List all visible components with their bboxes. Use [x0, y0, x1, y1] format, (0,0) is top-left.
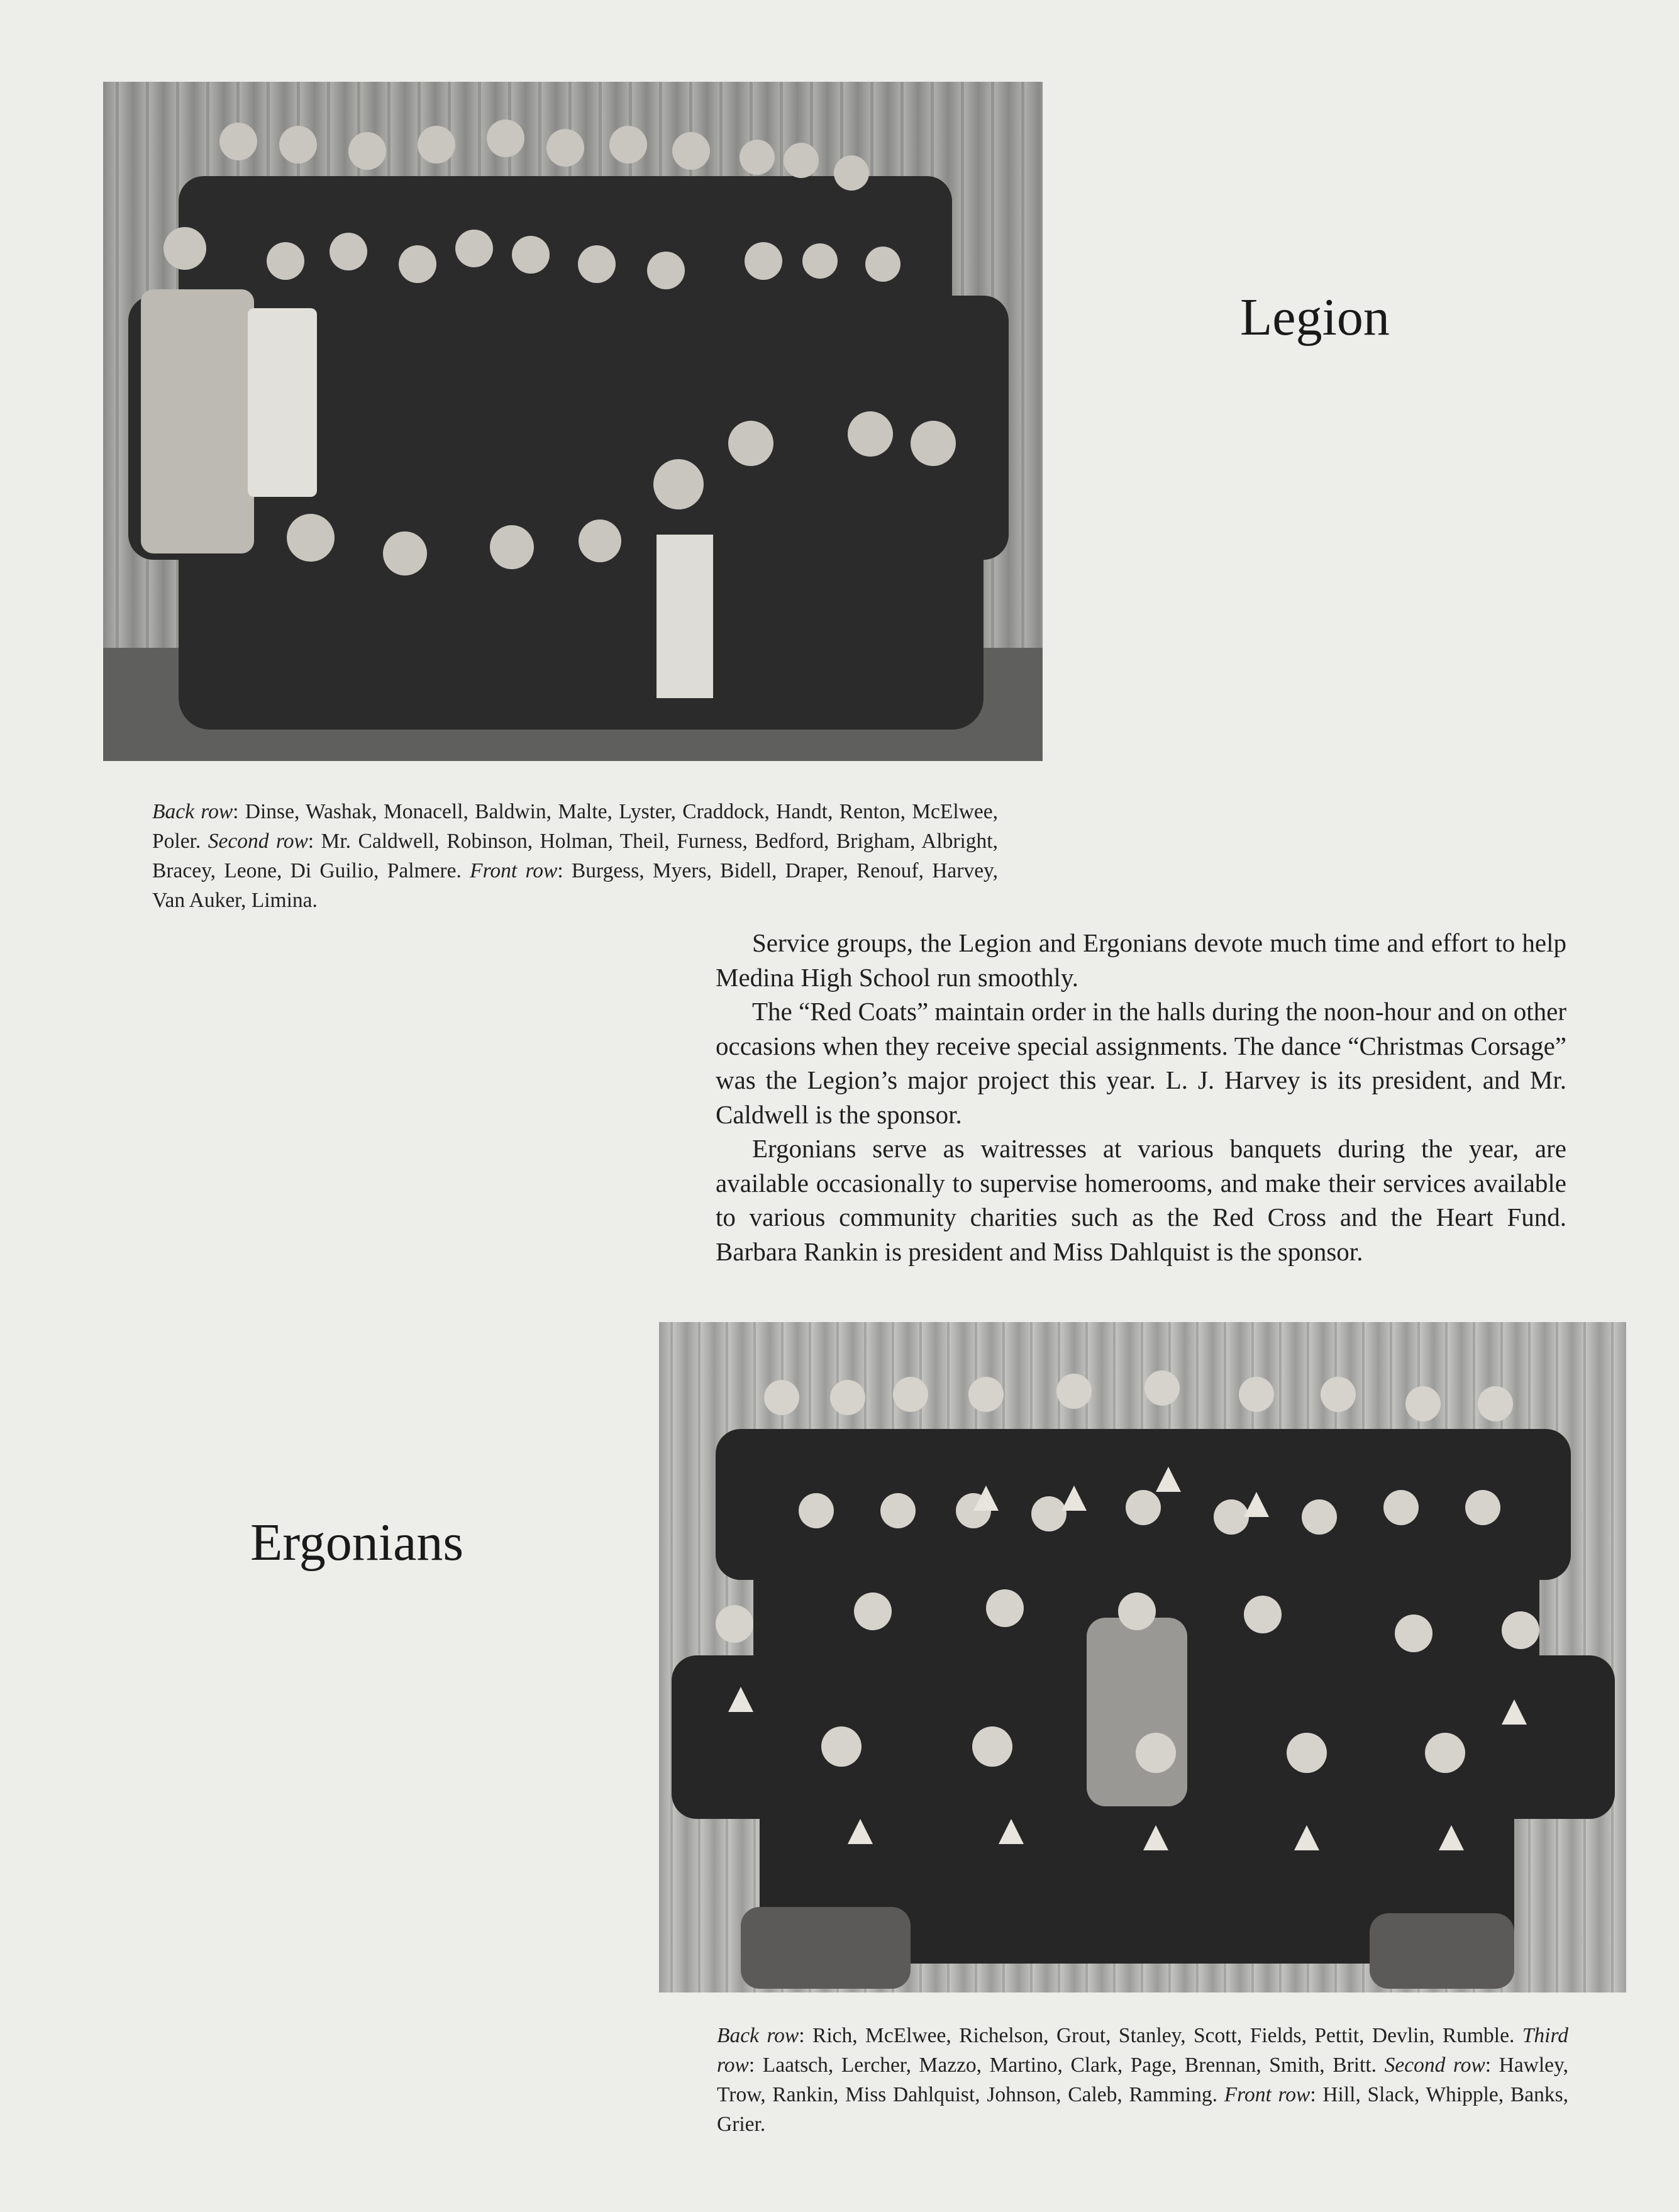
body-text [716, 926, 1566, 1269]
ergonians-caption [717, 2021, 1568, 2139]
caption-row-names: : Dinse, Washak, Monacell, Baldwin, Malte, Lyster, Craddock, Handt, Renton, McElwee, Poler. [152, 800, 998, 853]
caption-row-label: Front row [1224, 2083, 1311, 2106]
body-paragraph: Ergonians serve as waitresses at various banquets during the year, are available occasionally to supervise homerooms, and make their services available to various community charities such as the Red Cross and the Heart Fund. Barbara Rankin is president and Miss Dahlquist is the sponsor. [716, 1134, 1566, 1266]
caption-row-label: Back row [152, 800, 233, 823]
ergonians-heading: Ergonians [250, 1513, 464, 1572]
legion-heading: Legion [1240, 288, 1390, 347]
caption-row-names: : Laatsch, Lercher, Mazzo, Martino, Clark, Page, Brennan, Smith, Britt. [748, 2054, 1385, 2077]
caption-row-names: : Hawley, Trow, Rankin, Miss Dahlquist, Johnson, Caleb, Ramming. [717, 2054, 1568, 2106]
caption-row-names: : Rich, McElwee, Richelson, Grout, Stanley, Scott, Fields, Pettit, Devlin, Rumble. [799, 2024, 1522, 2047]
caption-row-label: Back row [717, 2024, 799, 2047]
body-paragraph: The “Red Coats” maintain order in the halls during the noon-hour and on other occasions when they receive special assignments. The dance “Christmas Corsage” was the Legion’s major project this year. L. J. Harvey is its president, and Mr. Caldwell is the sponsor. [716, 997, 1566, 1129]
ergonians-group-photo [659, 1322, 1626, 1992]
caption-row-label: Third row [717, 2024, 1568, 2077]
legion-caption [152, 797, 998, 915]
caption-row-names: : Hill, Slack, Whipple, Banks, Grier. [717, 2083, 1568, 2136]
caption-row-label: Second row [208, 830, 308, 853]
legion-photo-graphic [103, 82, 1043, 761]
caption-row-names: : Burgess, Myers, Bidell, Draper, Renouf, Harvey, Van Auker, Limina. [152, 859, 999, 912]
body-paragraph: Service groups, the Legion and Ergonians devote much time and effort to help Medina High School run smoothly. [716, 928, 1566, 992]
legion-group-photo [103, 82, 1043, 761]
caption-row-label: Second row [1384, 2054, 1485, 2077]
caption-row-names: : Mr. Caldwell, Robinson, Holman, Theil, Furness, Bedford, Brigham, Albright, Bracey, Leone, Di Guilio, Palmere. [152, 830, 998, 882]
caption-row-label: Front row [470, 859, 558, 882]
ergonians-photo-graphic [659, 1322, 1626, 1992]
